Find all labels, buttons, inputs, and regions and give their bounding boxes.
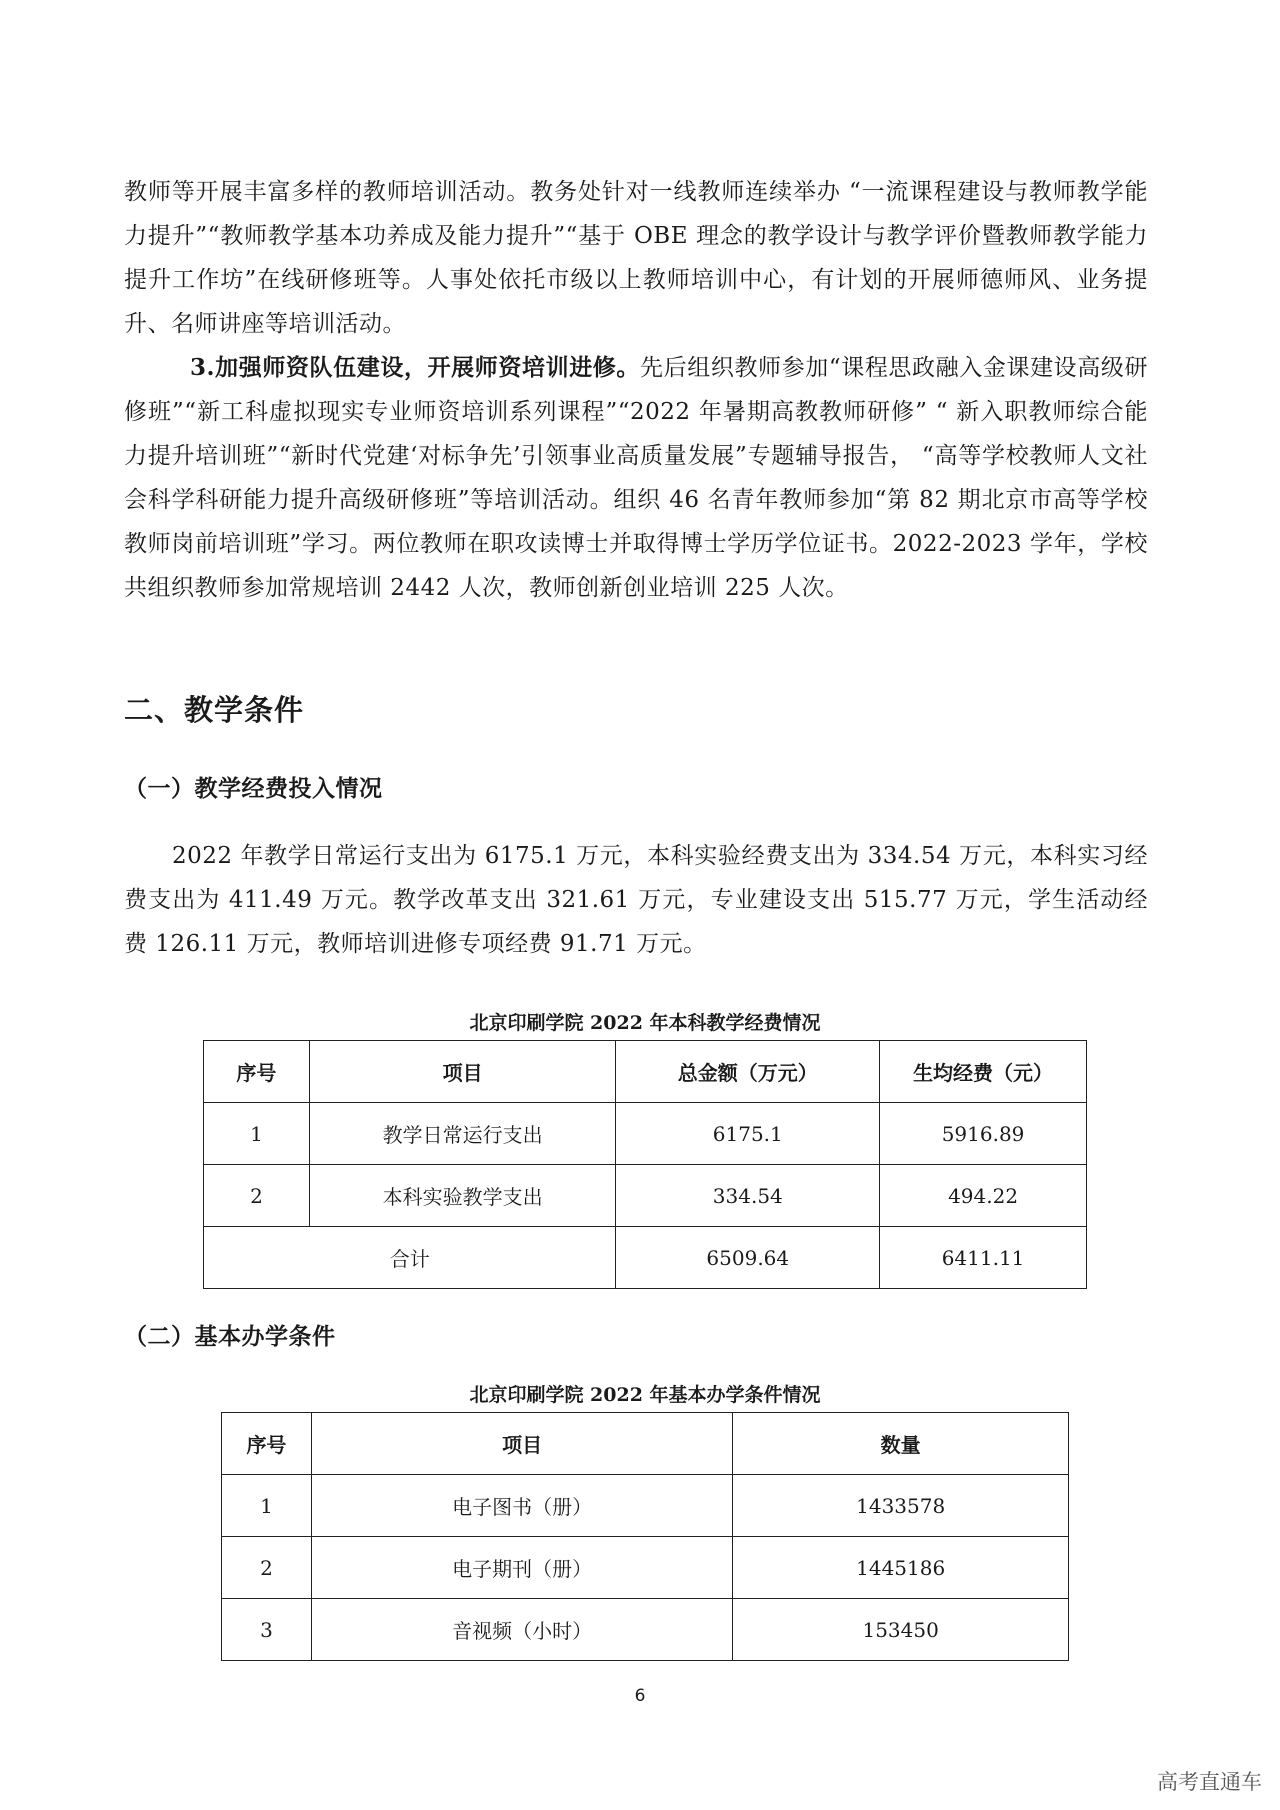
table-cell: 1 bbox=[222, 1475, 312, 1537]
table-row bbox=[222, 1475, 1069, 1537]
paragraph-funding: 2022 年教学日常运行支出为 6175.1 万元，本科实验经费支出为 334.54 万元，本科实习经费支出为 411.49 万元。教学改革支出 321.61 万元，专业建设支出 515.77 万元，学生活动经费 126.11 万元，教师培训进修专项经费 91.71 万元。 bbox=[124, 843, 1148, 957]
paragraph-lead-heading: 3.加强师资队伍建设，开展师资培训进修。 bbox=[190, 354, 641, 381]
table-row bbox=[204, 1165, 1087, 1227]
table-header-row bbox=[222, 1413, 1069, 1475]
paragraph-body: 先后组织教师参加“课程思政融入金课建设高级研修班”“新工科虚拟现实专业师资培训系列课程”“2022 年暑期高教教师研修” “ 新入职教师综合能力提升培训班”“新时代党建‘对标争先’引领事业高质量发展”专题辅导报告， “高等学校教师人文社会科学科研能力提升高级研修班”等培训活动。组织 46 名青年教师参加“第 82 期北京市高等学校教师岗前培训班”学习。两位教师在职攻读博士并取得博士学历学位证书。2022-2023 学年，学校共组织教师参加常规培训 2442 人次，教师创新创业培训 225 人次。 bbox=[124, 355, 1148, 601]
table-row bbox=[222, 1537, 1069, 1599]
table-cell: 电子图书（册） bbox=[311, 1475, 732, 1537]
subsection-title-funding: （一）教学经费投入情况 bbox=[124, 776, 383, 802]
page-number: 6 bbox=[634, 1686, 646, 1706]
table-total-row bbox=[204, 1227, 1087, 1289]
header-cell: 数量 bbox=[733, 1413, 1069, 1475]
section-title: 二、教学条件 bbox=[124, 693, 305, 727]
table-cell: 334.54 bbox=[616, 1165, 880, 1227]
header-cell: 项目 bbox=[309, 1041, 616, 1103]
table-row bbox=[204, 1103, 1087, 1165]
table-header-row bbox=[204, 1041, 1087, 1103]
table-cell: 本科实验教学支出 bbox=[309, 1165, 616, 1227]
table-cell: 电子期刊（册） bbox=[311, 1537, 732, 1599]
header-cell: 序号 bbox=[204, 1041, 310, 1103]
total-label-cell: 合计 bbox=[204, 1227, 616, 1289]
paragraph-teacher-training: 教师等开展丰富多样的教师培训活动。教务处针对一线教师连续举办 “一流课程建设与教师教学能力提升”“教师教学基本功养成及能力提升”“基于 OBE 理念的教学设计与教学评价暨教师教学能力提升工作坊”在线研修班等。人事处依托市级以上教师培训中心，有计划的开展师德师风、业务提升、名师讲座等培训活动。 bbox=[124, 179, 1148, 337]
table-cell: 2 bbox=[204, 1165, 310, 1227]
table-cell: 153450 bbox=[733, 1599, 1069, 1661]
table-cell: 6175.1 bbox=[616, 1103, 880, 1165]
table-cell: 1445186 bbox=[733, 1537, 1069, 1599]
watermark: 高考直通车 bbox=[1157, 1770, 1262, 1794]
header-cell: 序号 bbox=[222, 1413, 312, 1475]
table2-caption: 北京印刷学院 2022 年基本办学条件情况 bbox=[469, 1384, 821, 1406]
table-cell: 494.22 bbox=[880, 1165, 1087, 1227]
conditions-table bbox=[221, 1412, 1069, 1661]
table-cell: 5916.89 bbox=[880, 1103, 1087, 1165]
subsection-title-conditions: （二）基本办学条件 bbox=[124, 1324, 336, 1350]
table-cell: 3 bbox=[222, 1599, 312, 1661]
table1-caption: 北京印刷学院 2022 年本科教学经费情况 bbox=[469, 1012, 821, 1034]
funding-table bbox=[203, 1040, 1087, 1289]
table-cell: 音视频（小时） bbox=[311, 1599, 732, 1661]
table-cell: 教学日常运行支出 bbox=[309, 1103, 616, 1165]
table-cell: 2 bbox=[222, 1537, 312, 1599]
paragraph-faculty-development bbox=[124, 346, 1148, 610]
header-cell: 总金额（万元） bbox=[616, 1041, 880, 1103]
header-cell: 生均经费（元） bbox=[880, 1041, 1087, 1103]
total-amount-cell: 6509.64 bbox=[616, 1227, 880, 1289]
table-cell: 1 bbox=[204, 1103, 310, 1165]
table-row bbox=[222, 1599, 1069, 1661]
table-cell: 1433578 bbox=[733, 1475, 1069, 1537]
header-cell: 项目 bbox=[311, 1413, 732, 1475]
total-per-student-cell: 6411.11 bbox=[880, 1227, 1087, 1289]
